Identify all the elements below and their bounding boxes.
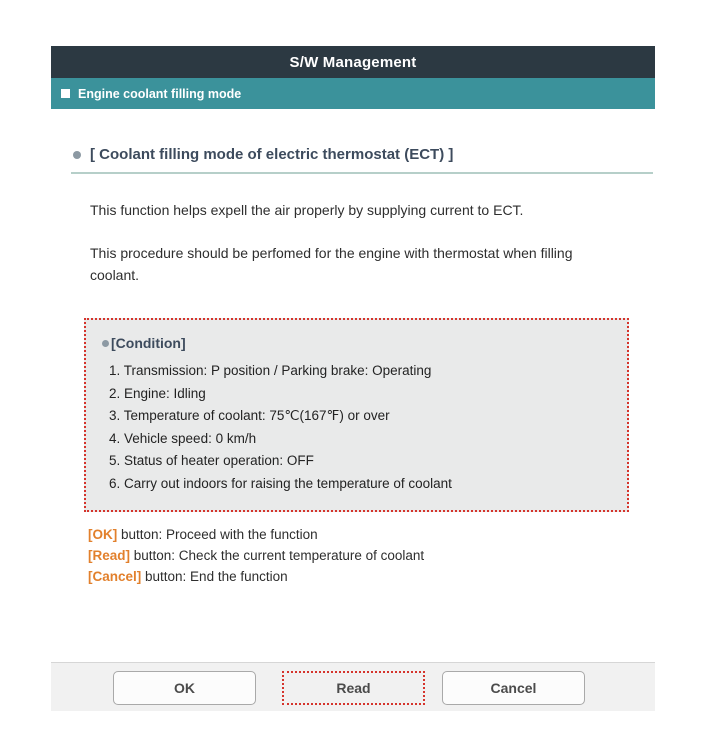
condition-item: 4. Vehicle speed: 0 km/h bbox=[109, 430, 257, 446]
bullet-dot-icon bbox=[102, 340, 109, 347]
mode-subtitle-bar bbox=[51, 78, 655, 109]
legend-key-ok: [OK] bbox=[88, 527, 118, 542]
screen-title-bar bbox=[51, 46, 655, 78]
mode-subtitle-label: Engine coolant filling mode bbox=[78, 86, 242, 101]
description-paragraph-2: This procedure should be perfomed for the engine with thermostat when filling coolant. bbox=[90, 245, 573, 283]
condition-box bbox=[84, 318, 629, 512]
condition-title: [Condition] bbox=[111, 335, 186, 351]
section-title-row bbox=[73, 146, 633, 163]
bullet-dot-icon bbox=[73, 151, 81, 159]
footer-button-bar bbox=[51, 662, 655, 711]
condition-title-row bbox=[102, 335, 611, 351]
legend-line-ok bbox=[88, 524, 424, 545]
condition-item: 2. Engine: Idling bbox=[109, 385, 206, 401]
condition-item: 6. Carry out indoors for raising the temperature of coolant bbox=[109, 475, 452, 491]
screen-title: S/W Management bbox=[289, 53, 417, 71]
legend-desc-read: button: Check the current temperature of coolant bbox=[130, 548, 425, 563]
legend-desc-cancel: button: End the function bbox=[141, 569, 288, 584]
button-legend bbox=[88, 524, 424, 587]
condition-item: 5. Status of heater operation: OFF bbox=[109, 453, 314, 468]
condition-item: 1. Transmission: P position / Parking brake: Operating bbox=[109, 363, 432, 378]
cancel-button[interactable]: Cancel bbox=[442, 671, 585, 705]
ok-button[interactable]: OK bbox=[113, 671, 256, 705]
description-paragraph-1: This function helps expell the air properly by supplying current to ECT. bbox=[90, 202, 524, 218]
legend-key-cancel: [Cancel] bbox=[88, 569, 142, 584]
read-button[interactable]: Read bbox=[282, 671, 425, 705]
section-divider bbox=[71, 172, 653, 174]
legend-line-cancel bbox=[88, 566, 424, 587]
legend-desc-ok: button: Proceed with the function bbox=[117, 527, 318, 542]
legend-key-read: [Read] bbox=[88, 548, 131, 563]
square-bullet-icon bbox=[61, 89, 70, 98]
section-title: [ Coolant filling mode of electric thermostat (ECT) ] bbox=[90, 146, 454, 163]
condition-item: 3. Temperature of coolant: 75℃(167℉) or over bbox=[109, 408, 390, 423]
legend-line-read bbox=[88, 545, 424, 566]
